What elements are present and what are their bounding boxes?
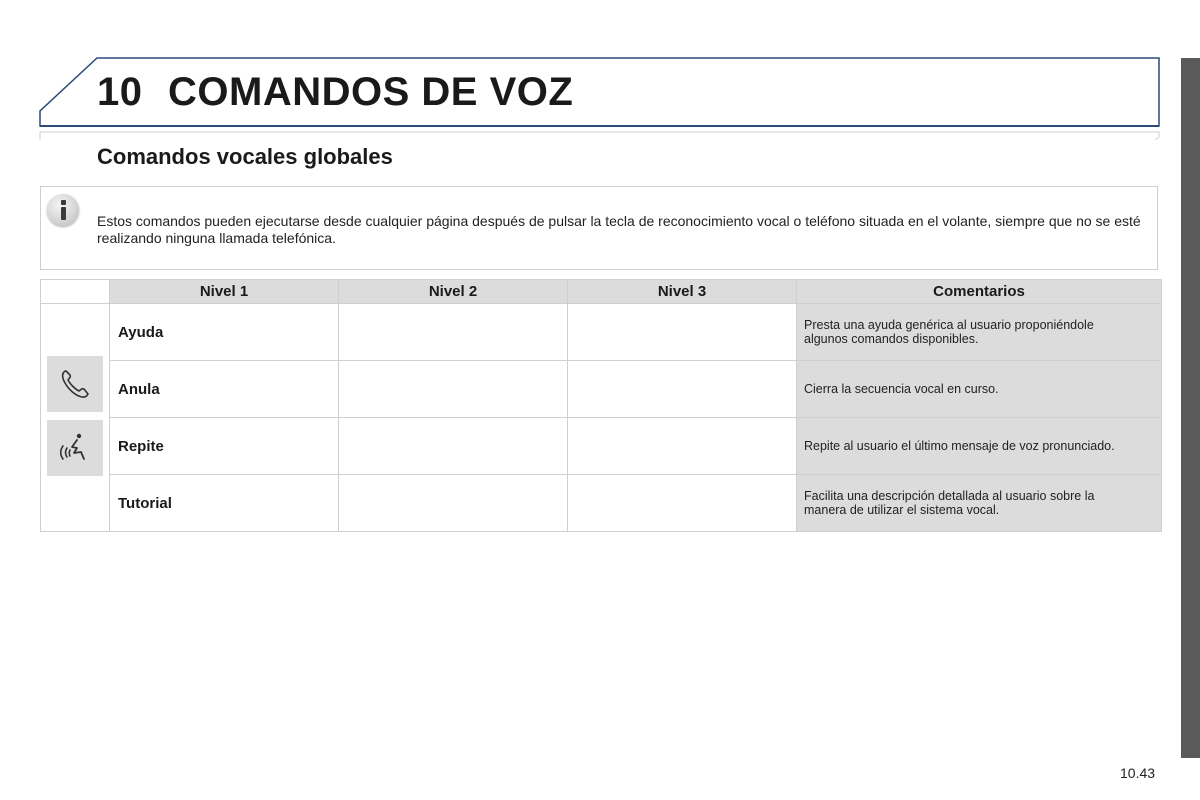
row-nivel-1: Ayuda [110, 304, 339, 361]
row-nivel-2 [339, 304, 568, 361]
row-comentario: Cierra la secuencia vocal en curso. [797, 361, 1162, 418]
header-nivel-2: Nivel 2 [339, 280, 568, 304]
row-comentario: Repite al usuario el último mensaje de voz pronunciado. [797, 418, 1162, 475]
section-title: Comandos vocales globales [97, 144, 393, 169]
row-nivel-3 [568, 475, 797, 532]
row-nivel-1: Anula [110, 361, 339, 418]
table-row [41, 304, 1162, 361]
table-header-row [41, 280, 1162, 304]
row-nivel-2 [339, 361, 568, 418]
chapter-number: 10 [97, 70, 143, 114]
row-nivel-3 [568, 418, 797, 475]
header-nivel-3: Nivel 3 [568, 280, 797, 304]
header-nivel-1: Nivel 1 [110, 280, 339, 304]
voice-commands-table [40, 279, 1162, 532]
table-row [41, 418, 1162, 475]
row-nivel-2 [339, 418, 568, 475]
icon-column [41, 304, 110, 532]
row-nivel-3 [568, 361, 797, 418]
row-comentario: Facilita una descripción detallada al usuario sobre la manera de utilizar el sistema vocal. [797, 475, 1162, 532]
row-nivel-1: Tutorial [110, 475, 339, 532]
info-text: Estos comandos pueden ejecutarse desde cualquier página después de pulsar la tecla de reconocimiento vocal o teléfono situada en el volante, siempre que no se esté realizando ninguna llamada telefónica. [97, 213, 1141, 246]
table-row [41, 361, 1162, 418]
page-number: 10.43 [1120, 765, 1156, 781]
row-nivel-1: Repite [110, 418, 339, 475]
chapter-thumb-tab [1181, 58, 1200, 758]
voice-command-icon [47, 420, 103, 476]
header-icon-column [41, 280, 110, 304]
header-comentarios: Comentarios [797, 280, 1162, 304]
info-icon [47, 194, 79, 226]
row-nivel-3 [568, 304, 797, 361]
chapter-title: COMANDOS DE VOZ [168, 70, 574, 114]
row-nivel-2 [339, 475, 568, 532]
table-row [41, 475, 1162, 532]
row-comentario: Presta una ayuda genérica al usuario proponiéndole algunos comandos disponibles. [797, 304, 1162, 361]
phone-icon [47, 356, 103, 412]
